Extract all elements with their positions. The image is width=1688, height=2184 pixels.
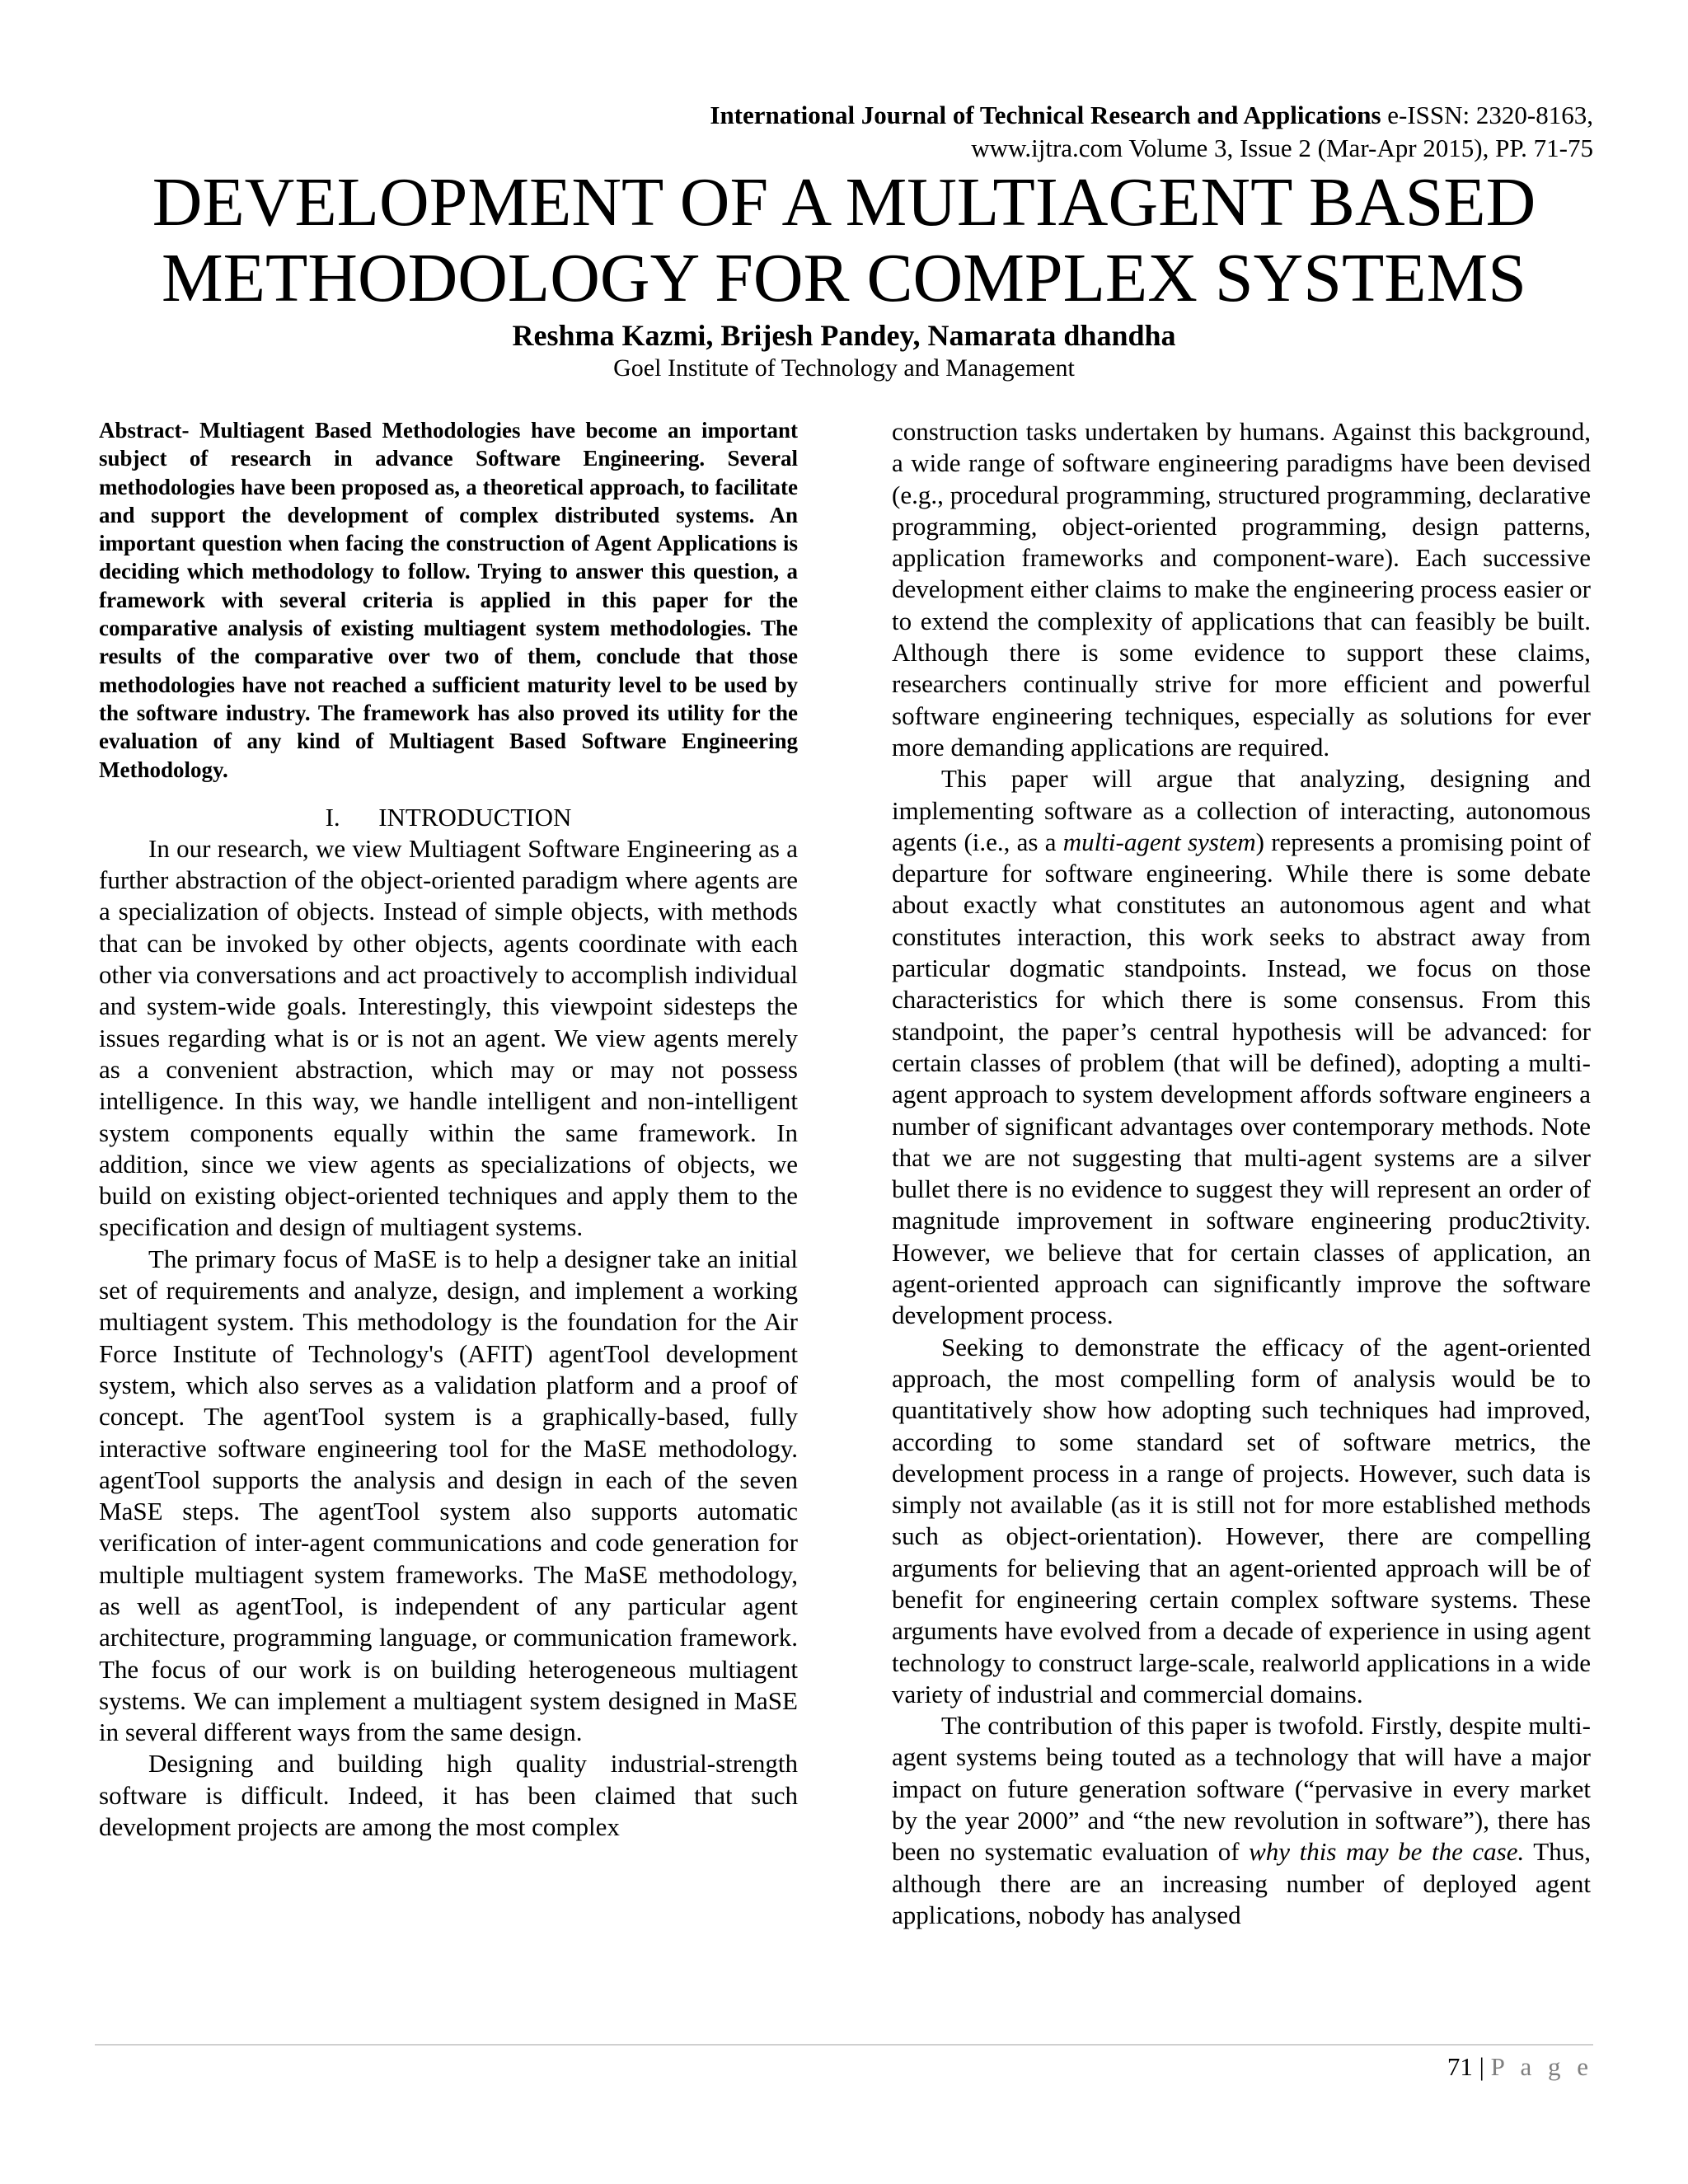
right-paragraph-3-part-a: The contribution of this paper is twofold. Firstly, despite multi-agent systems being touted as a technology that will have a major impact on future generation software (“pervasive in every market by the year 2000” and “the new revolution in software”), there has been no systematic evaluation of [892,1711,1591,1867]
right-paragraph-1-emphasis: multi-agent system [1062,827,1256,856]
page-separator: | [1479,2052,1484,2081]
paper-affiliation: Goel Institute of Technology and Management [613,354,1075,382]
journal-name: International Journal of Technical Research and Applications [710,101,1381,129]
paper-title [82,165,1606,316]
right-paragraph-3-emphasis: why this may be the case. [1249,1837,1525,1867]
left-column [99,416,798,1843]
right-paragraph-1-part-a: This paper will argue that analyzing, designing and implementing software as a collection of interacting, autonomous agents (i.e., as a [892,764,1591,856]
section-number: I. [325,802,340,832]
intro-paragraph-1: In our research, we view Multiagent Software Engineering as a further abstraction of the object-oriented paradigm where agents are a specialization of objects. Instead of simple objects, with methods that can be invoked by other objects, agents coordinate with each other via conversations and act proactively to accomplish individual and system-wide goals. Interestingly, this viewpoint sidesteps the issues regarding what is or is not an agent. We view agents merely as a convenient abstraction, which may or may not possess intelligence. In this way, we handle intelligent and non-intelligent system components equally within the same framework. In addition, since we view agents as specializations of objects, we build on existing object-oriented techniques and apply them to the specification and design of multiagent systems. [99,833,798,1242]
right-column [892,416,1591,1931]
journal-header-line1 [522,99,1593,132]
right-paragraph-3 [892,1710,1591,1931]
paper-title-line1: DEVELOPMENT OF A MULTIAGENT BASED [152,164,1536,241]
section-heading [99,802,798,833]
journal-header [522,99,1593,165]
intro-paragraph-2: The primary focus of MaSE is to help a designer take an initial set of requirements and analyze, design, and implement a working multiagent system. This methodology is the foundation for the Air Force Institute of Technology's (AFIT) agentTool development system, which also serves as a validation platform and a proof of concept. The agentTool system is a graphically-based, fully interactive software engineering tool for the MaSE methodology. agentTool supports the analysis and design in each of the seven MaSE steps. The agentTool system also supports automatic verification of inter-agent communications and code generation for multiple multiagent system frameworks. The MaSE methodology, as well as agentTool, is independent of any particular agent architecture, programming language, or communication framework. The focus of our work is on building heterogeneous multiagent systems. We can implement a multiagent system designed in MaSE in several different ways from the same design. [99,1244,798,1747]
journal-issn: e-ISSN: 2320-8163, [1387,101,1593,129]
right-paragraph-continued: construction tasks undertaken by humans. Against this background, a wide range of software engineering paradigms have been devised (e.g., procedural programming, structured programming, declarative programming, object-oriented programming, design patterns, application frameworks and component-ware). Each successive development either claims to make the engineering process easier or to extend the complexity of applications that can feasibly be built. Although there is some evidence to support these claims, researchers continually strive for more efficient and powerful software engineering techniques, especially as solutions for ever more demanding applications are required. [892,417,1591,762]
right-paragraph-1-part-b: ) represents a promising point of departure for software engineering. While there is some debate about exactly what constitutes an autonomous agent and what constitutes interaction, this work seeks to abstract away from particular dogmatic standpoints. Instead, we focus on those characteristics for which there is some consensus. From this standpoint, the paper’s central hypothesis will be advanced: for certain classes of problem (that will be defined), adopting a multi-agent approach to system development affords software engineers a number of significant advantages over contemporary methods. Note that we are not suggesting that multi-agent systems are a silver bullet there is no evidence to suggest they will represent an order of magnitude improvement in software engineering produc2tivity. However, we believe that for certain classes of application, an agent-oriented approach can significantly improve the software development process. [892,827,1591,1330]
right-paragraph-3-part-b: Thus, although there are an increasing number of deployed agent applications, nobody has analysed [892,1837,1591,1929]
section-title: INTRODUCTION [378,802,572,832]
paper-authors: Reshma Kazmi, Brijesh Pandey, Namarata dhandha [512,319,1176,352]
page-footer [1447,2050,1593,2083]
right-paragraph-2: Seeking to demonstrate the efficacy of the agent-oriented approach, the most compelling form of analysis would be to quantitatively show how adopting such techniques had improved, according to some standard set of software metrics, the development process in a range of projects. However, such data is simply not available (as it is still not for more established methods such as object-orientation). However, there are compelling arguments for believing that an agent-oriented approach will be of benefit for engineering certain complex software systems. These arguments have evolved from a decade of experience in using agent technology to construct large-scale, realworld applications in a wide variety of industrial and commercial domains. [892,1332,1591,1708]
paper-title-line2: METHODOLOGY FOR COMPLEX SYSTEMS [161,240,1527,316]
footer-rule [95,2044,1593,2046]
page-word: P a g e [1490,2052,1593,2081]
right-paragraph-1 [892,763,1591,1331]
intro-paragraph-3: Designing and building high quality industrial-strength software is difficult. Indeed, it has been claimed that such development projects are among the most complex [99,1749,798,1842]
abstract: Abstract- Multiagent Based Methodologies have become an important subject of research in advance Software Engineering. Several methodologies have been proposed as, a theoretical approach, to facilitate and support the development of complex distributed systems. An important question when facing the construction of Agent Applications is deciding which methodology to follow. Trying to answer this question, a framework with several criteria is applied in this paper for the comparative analysis of existing multiagent system methodologies. The results of the comparative over two of them, conclude that those methodologies have not reached a sufficient maturity level to be used by the software industry. The framework has also proved its utility for the evaluation of any kind of Multiagent Based Software Engineering Methodology. [99,418,798,782]
page-number: 71 [1447,2052,1473,2081]
journal-volume-info: www.ijtra.com Volume 3, Issue 2 (Mar-Apr 2015), PP. 71-75 [971,134,1593,162]
